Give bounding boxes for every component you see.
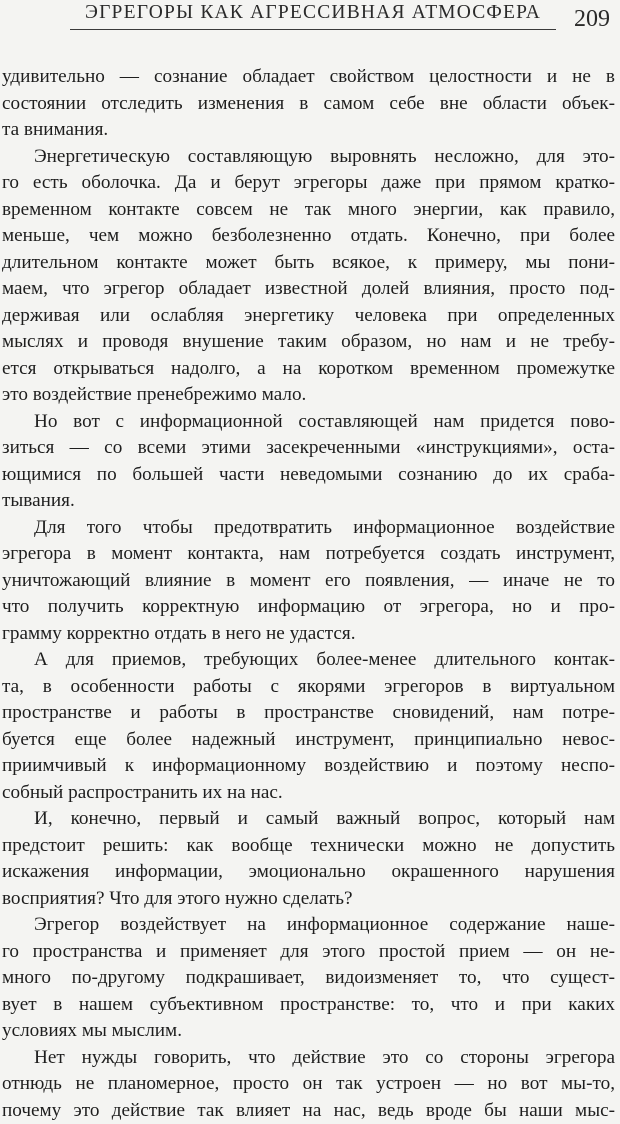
paragraph-first-line: И, конечно, первый и самый важный вопрос, который нам bbox=[2, 806, 615, 833]
text-line: приимчивый к информационному воздействию и поэтому неспо- bbox=[2, 753, 615, 780]
paragraph-first-line: Но вот с информационной составляющей нам придется пово- bbox=[2, 409, 615, 436]
page-number: 209 bbox=[574, 6, 610, 33]
paragraph-first-line: Эгрегор воздействует на информационное содержание наше- bbox=[2, 912, 615, 939]
text-line: состоянии отследить изменения в самом себе вне области объек- bbox=[2, 91, 615, 118]
text-line: ющимися по большей части неведомыми сознанию до их сраба- bbox=[2, 462, 615, 489]
text-line: зиться — со всеми этими засекреченными «инструкциями», оста- bbox=[2, 435, 615, 462]
body-text bbox=[2, 64, 615, 1124]
text-line: уничтожающий влияние в момент его появления, — иначе не то bbox=[2, 568, 615, 595]
paragraph-first-line: Нет нужды говорить, что действие это со стороны эгрегора bbox=[2, 1045, 615, 1072]
text-line: временном контакте совсем не так много энергии, как правило, bbox=[2, 197, 615, 224]
text-line: ется открываться надолго, а на коротком временном промежутке bbox=[2, 356, 615, 383]
text-line: отнюдь не планомерное, просто он так устроен — но вот мы-то, bbox=[2, 1071, 615, 1098]
paragraph-first-line: Энергетическую составляющую выровнять несложно, для это- bbox=[2, 144, 615, 171]
text-line: вует в нашем субъективном пространстве: то, что и при каких bbox=[2, 992, 615, 1019]
running-header-title: ЭГРЕГОРЫ КАК АГРЕССИВНАЯ АТМОСФЕРА bbox=[72, 2, 554, 24]
text-line: пространстве и работы в пространстве сновидений, нам потре- bbox=[2, 700, 615, 727]
text-line: тывания. bbox=[2, 488, 615, 515]
text-line: грамму корректно отдать в него не удастся. bbox=[2, 621, 615, 648]
header-rule bbox=[70, 29, 556, 30]
text-line: меньше, чем можно безболезненно отдать. Конечно, при более bbox=[2, 223, 615, 250]
text-line: искажения информации, эмоционально окрашенного нарушения bbox=[2, 859, 615, 886]
text-line: удивительно — сознание обладает свойством целостности и не в bbox=[2, 64, 615, 91]
paragraph-first-line: Для того чтобы предотвратить информационное воздействие bbox=[2, 515, 615, 542]
text-line: много по-другому подкрашивает, видоизменяет то, что сущест- bbox=[2, 965, 615, 992]
text-line: буется еще более надежный инструмент, принципиально невос- bbox=[2, 727, 615, 754]
text-line: что получить корректную информацию от эгрегора, но и про- bbox=[2, 594, 615, 621]
text-line: держивая или ослабляя энергетику человека при определенных bbox=[2, 303, 615, 330]
text-line: маем, что эгрегор обладает известной долей влияния, просто под- bbox=[2, 276, 615, 303]
text-line: длительном контакте может быть всякое, к примеру, мы пони- bbox=[2, 250, 615, 277]
text-line: это воздействие пренебрежимо мало. bbox=[2, 382, 615, 409]
text-line: го пространства и применяет для этого простой прием — он не- bbox=[2, 939, 615, 966]
text-line: эгрегора в момент контакта, нам потребуется создать инструмент, bbox=[2, 541, 615, 568]
text-line: восприятия? Что для этого нужно сделать? bbox=[2, 886, 615, 913]
paragraph-first-line: А для приемов, требующих более-менее длительного контак- bbox=[2, 647, 615, 674]
text-line: та, в особенности работы с якорями эгрегоров в виртуальном bbox=[2, 674, 615, 701]
text-line: предстоит решить: как вообще технически можно не допустить bbox=[2, 833, 615, 860]
text-line: почему это действие так влияет на нас, ведь вроде бы наши мыс- bbox=[2, 1098, 615, 1124]
running-header bbox=[0, 0, 620, 44]
text-line: собный распространить их на нас. bbox=[2, 780, 615, 807]
text-line: та внимания. bbox=[2, 117, 615, 144]
text-line: условиях мы мыслим. bbox=[2, 1018, 615, 1045]
text-line: го есть оболочка. Да и берут эгрегоры даже при прямом кратко- bbox=[2, 170, 615, 197]
text-line: мыслях и проводя внушение таким образом, но нам и не требу- bbox=[2, 329, 615, 356]
